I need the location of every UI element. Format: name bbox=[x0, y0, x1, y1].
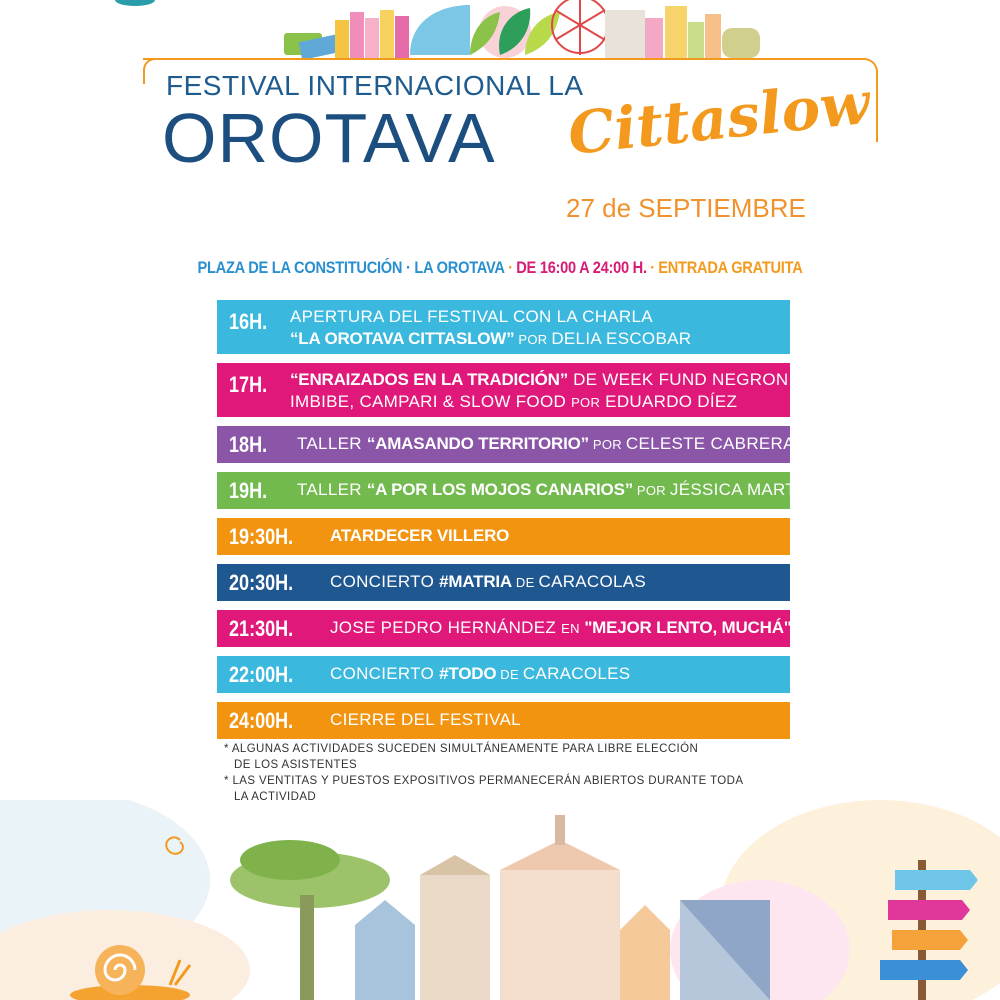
schedule-connector: DE bbox=[496, 667, 523, 682]
schedule-connector: DE bbox=[512, 575, 539, 590]
schedule-title: #TODO bbox=[439, 664, 497, 683]
schedule-text: IMBIBE, CAMPARI & SLOW FOOD bbox=[290, 392, 572, 411]
schedule-speaker: JÉSSICA MARTÍN bbox=[669, 480, 814, 499]
schedule-text: TALLER bbox=[297, 480, 367, 499]
schedule-text: CONCIERTO bbox=[330, 572, 440, 591]
schedule-title: “AMASANDO TERRITORIO” bbox=[366, 434, 589, 453]
footnotes bbox=[224, 741, 743, 805]
header-illustration bbox=[0, 0, 1000, 60]
schedule-time: 24:00H. bbox=[229, 708, 294, 733]
schedule-speaker: EDUARDO DÍEZ bbox=[600, 392, 738, 411]
event-hours: DE 16:00 A 24:00 H. bbox=[516, 258, 647, 277]
schedule-row bbox=[217, 426, 795, 463]
schedule-time: 16H. bbox=[229, 309, 268, 334]
schedule-connector: POR bbox=[588, 437, 626, 452]
schedule-time: 20:30H. bbox=[229, 570, 294, 595]
footnote-line: * ALGUNAS ACTIVIDADES SUCEDEN SIMULTÁNEAMENTE PARA LIBRE ELECCIÓN bbox=[224, 743, 699, 755]
schedule-title: #MATRIA bbox=[439, 572, 513, 591]
schedule-title: "MEJOR LENTO, MUCHÁ" bbox=[579, 618, 792, 637]
footnote-line: DE LOS ASISTENTES bbox=[234, 759, 358, 771]
schedule-row bbox=[217, 564, 790, 601]
schedule-time: 19H. bbox=[229, 478, 268, 503]
schedule-text: APERTURA DEL FESTIVAL CON LA CHARLA bbox=[290, 307, 653, 326]
event-place: PLAZA DE LA CONSTITUCIÓN · LA OROTAVA bbox=[197, 258, 505, 277]
schedule-row bbox=[217, 300, 790, 354]
schedule-row bbox=[217, 702, 790, 739]
schedule-connector: POR bbox=[571, 395, 601, 410]
festival-title-orotava: OROTAVA bbox=[162, 99, 496, 177]
schedule-title: ATARDECER VILLERO bbox=[330, 526, 510, 545]
schedule-row bbox=[217, 656, 790, 693]
schedule-row bbox=[217, 518, 790, 555]
schedule-text: JOSE PEDRO HERNÁNDEZ bbox=[330, 618, 562, 637]
schedule-text: CIERRE DEL FESTIVAL bbox=[330, 710, 521, 729]
schedule-time: 22:00H. bbox=[229, 662, 294, 687]
schedule-row bbox=[217, 472, 814, 509]
footnote-line: LA ACTIVIDAD bbox=[234, 791, 317, 803]
schedule-connector: POR bbox=[633, 483, 670, 498]
schedule-time: 21:30H. bbox=[229, 616, 294, 641]
footnote-line: * LAS VENTITAS Y PUESTOS EXPOSITIVOS PERMANECERÁN ABIERTOS DURANTE TODA bbox=[224, 775, 744, 787]
schedule-time: 18H. bbox=[229, 432, 268, 457]
schedule-row bbox=[217, 363, 799, 417]
schedule-title: “A POR LOS MOJOS CANARIOS” bbox=[366, 480, 634, 499]
festival-title-line1: FESTIVAL INTERNACIONAL LA bbox=[166, 70, 584, 101]
festival-title-cittaslow: Cittaslow bbox=[564, 68, 874, 168]
schedule-speaker: CELESTE CABRERA bbox=[625, 434, 795, 453]
festival-date: 27 de SEPTIEMBRE bbox=[566, 193, 806, 223]
schedule-time: 19:30H. bbox=[229, 524, 294, 549]
schedule-time: 17H. bbox=[229, 372, 268, 397]
schedule-connector: POR bbox=[514, 332, 552, 347]
schedule-text: CONCIERTO bbox=[330, 664, 440, 683]
event-info-line: PLAZA DE LA CONSTITUCIÓN · LA OROTAVA · DE 16:00 A 24:00 H. · ENTRADA GRATUITA bbox=[197, 258, 803, 277]
schedule-text: DE WEEK FUND NEGRONI, bbox=[568, 370, 799, 389]
schedule-speaker: CARACOLAS bbox=[538, 572, 647, 591]
schedule-title: “ENRAIZADOS EN LA TRADICIÓN” bbox=[290, 370, 569, 389]
schedule-list bbox=[217, 300, 814, 748]
schedule-speaker: CARACOLES bbox=[522, 664, 631, 683]
footer-illustration bbox=[0, 800, 1000, 1000]
schedule-title: “LA OROTAVA CITTASLOW” bbox=[290, 329, 515, 348]
schedule-speaker: DELIA ESCOBAR bbox=[551, 329, 692, 348]
schedule-connector: EN bbox=[561, 621, 580, 636]
schedule-text: TALLER bbox=[297, 434, 367, 453]
event-entry: ENTRADA GRATUITA bbox=[658, 258, 803, 277]
schedule-row bbox=[217, 610, 790, 647]
